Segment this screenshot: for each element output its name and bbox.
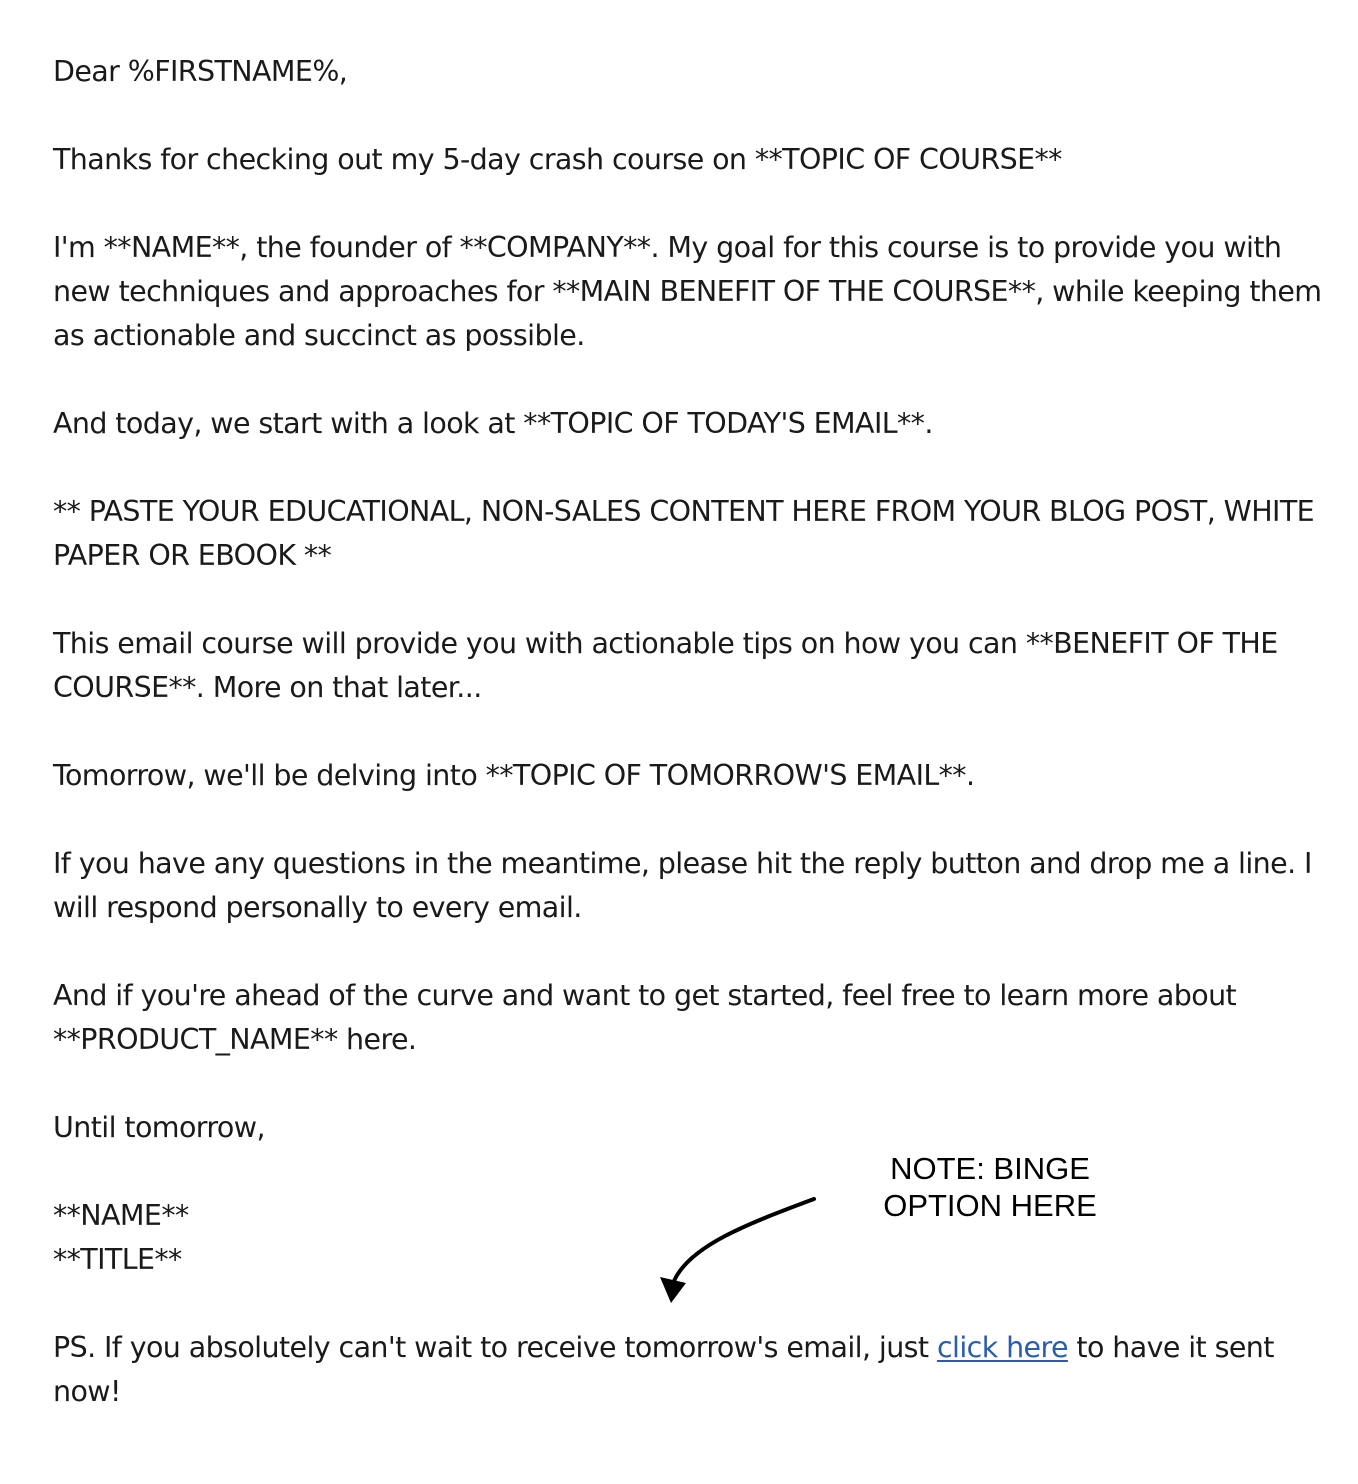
ps-text-after: to have it sent now! bbox=[53, 1331, 1283, 1408]
today-paragraph: And today, we start with a look at **TOPIC OF TODAY'S EMAIL**. bbox=[53, 407, 933, 440]
binge-note-annotation bbox=[860, 1150, 1120, 1224]
note-line-2: OPTION HERE bbox=[883, 1188, 1097, 1223]
course-benefit-paragraph: This email course will provide you with actionable tips on how you can **BENEFIT OF THE COURSE**. More on that later... bbox=[53, 627, 1287, 704]
click-here-link[interactable]: click here bbox=[936, 1331, 1068, 1364]
signature-name: **NAME** bbox=[53, 1199, 189, 1232]
note-line-1: NOTE: BINGE bbox=[890, 1151, 1090, 1186]
questions-paragraph: If you have any questions in the meantime, please hit the reply button and drop me a line. I will respond personally to every email. bbox=[53, 847, 1321, 924]
intro-paragraph: Thanks for checking out my 5-day crash course on **TOPIC OF COURSE** bbox=[53, 143, 1062, 176]
greeting: Dear %FIRSTNAME%, bbox=[53, 55, 348, 88]
tomorrow-paragraph: Tomorrow, we'll be delving into **TOPIC OF TOMORROW'S EMAIL**. bbox=[53, 759, 975, 792]
signoff: Until tomorrow, bbox=[53, 1111, 265, 1144]
product-paragraph: And if you're ahead of the curve and want to get started, feel free to learn more about **PRODUCT_NAME** here. bbox=[53, 979, 1245, 1056]
placeholder-paragraph: ** PASTE YOUR EDUCATIONAL, NON-SALES CONTENT HERE FROM YOUR BLOG POST, WHITE PAPER OR EBOOK ** bbox=[53, 495, 1323, 572]
ps-text-before: PS. If you absolutely can't wait to receive tomorrow's email, just bbox=[53, 1331, 937, 1364]
curved-arrow-icon bbox=[640, 1185, 840, 1315]
ps-paragraph bbox=[53, 1326, 1323, 1414]
signature-title: **TITLE** bbox=[53, 1243, 182, 1276]
about-paragraph: I'm **NAME**, the founder of **COMPANY**. My goal for this course is to provide you with new techniques and approaches for **MAIN BENEFIT OF THE COURSE**, while keeping them as actionable and succinct as possible. bbox=[53, 231, 1330, 352]
